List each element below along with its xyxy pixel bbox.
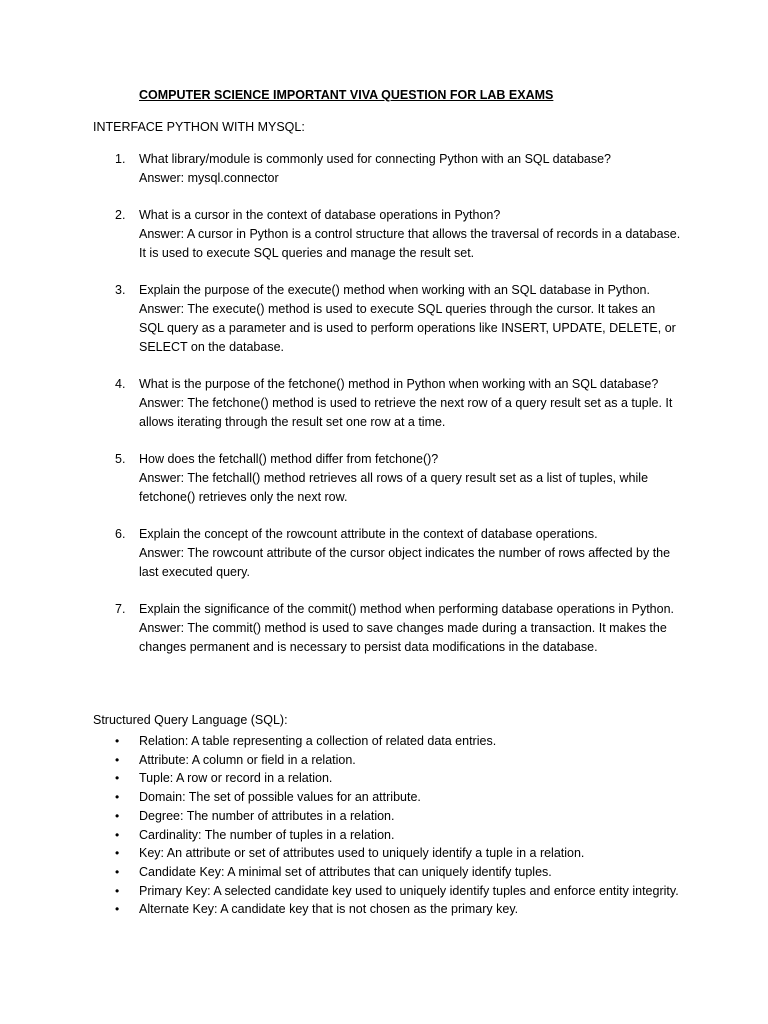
list-item <box>93 863 683 882</box>
answer-text: Answer: The rowcount attribute of the cursor object indicates the number of rows affected by the last executed query. <box>139 546 671 579</box>
question-item <box>93 600 683 657</box>
question-number: 5. <box>115 452 126 466</box>
answer-text: Answer: The fetchall() method retrieves all rows of a query result set as a list of tuples, while fetchone() retrieves only the next row. <box>139 471 649 504</box>
question-text: What is the purpose of the fetchone() method in Python when working with an SQL database? <box>139 377 659 391</box>
question-number: 4. <box>115 377 126 391</box>
question-number: 3. <box>115 283 126 297</box>
document-title: COMPUTER SCIENCE IMPORTANT VIVA QUESTION FOR LAB EXAMS <box>139 88 554 102</box>
list-item <box>93 844 683 863</box>
bullet-icon: • <box>115 808 120 823</box>
question-number: 6. <box>115 527 126 541</box>
bullet-icon: • <box>115 734 120 748</box>
question-item <box>93 150 683 188</box>
term-text: Attribute: A column or field in a relation. <box>139 752 356 767</box>
list-item <box>93 900 683 919</box>
question-item <box>93 450 683 507</box>
question-item <box>93 525 683 582</box>
list-item <box>93 807 683 826</box>
bullet-icon: • <box>115 771 120 786</box>
list-item <box>93 769 683 788</box>
term-text: Domain: The set of possible values for an attribute. <box>139 790 421 805</box>
term-text: Primary Key: A selected candidate key used to uniquely identify tuples and enforce entity integrity. <box>139 883 679 898</box>
question-number: 1. <box>115 152 126 166</box>
section-heading-sql: Structured Query Language (SQL): <box>93 713 288 727</box>
term-list <box>93 732 683 919</box>
answer-text: Answer: mysql.connector <box>139 171 279 185</box>
question-text: What library/module is commonly used for connecting Python with an SQL database? <box>139 152 612 166</box>
term-text: Relation: A table representing a collection of related data entries. <box>139 734 497 748</box>
bullet-icon: • <box>115 846 120 861</box>
bullet-icon: • <box>115 902 120 917</box>
term-text: Alternate Key: A candidate key that is not chosen as the primary key. <box>139 902 519 917</box>
question-text: Explain the purpose of the execute() method when working with an SQL database in Python. <box>139 283 650 297</box>
answer-text: Answer: The execute() method is used to execute SQL queries through the cursor. It takes an SQL query as a parameter and is used to perform operations like INSERT, UPDATE, DELETE, or SELECT on the database. <box>139 302 676 354</box>
bullet-icon: • <box>115 883 120 898</box>
question-list <box>93 150 683 675</box>
answer-text: Answer: The fetchone() method is used to retrieve the next row of a query result set as a tuple. It allows iterating through the result set one row at a time. <box>139 396 673 429</box>
question-text: Explain the concept of the rowcount attribute in the context of database operations. <box>139 527 598 541</box>
answer-text: Answer: The commit() method is used to save changes made during a transaction. It makes the changes permanent and is necessary to persist data modifications in the database. <box>139 621 667 654</box>
term-text: Cardinality: The number of tuples in a relation. <box>139 827 395 842</box>
question-number: 7. <box>115 602 126 616</box>
question-text: Explain the significance of the commit() method when performing database operations in Python. <box>139 602 675 616</box>
term-text: Degree: The number of attributes in a relation. <box>139 808 395 823</box>
list-item <box>93 751 683 770</box>
list-item <box>93 732 683 751</box>
question-text: How does the fetchall() method differ from fetchone()? <box>139 452 439 466</box>
question-item <box>93 375 683 432</box>
term-text: Key: An attribute or set of attributes used to uniquely identify a tuple in a relation. <box>139 846 585 861</box>
term-text: Tuple: A row or record in a relation. <box>139 771 333 786</box>
question-item <box>93 206 683 263</box>
answer-text: Answer: A cursor in Python is a control structure that allows the traversal of records in a database. It is used to execute SQL queries and manage the result set. <box>139 227 681 260</box>
list-item <box>93 826 683 845</box>
question-item <box>93 281 683 357</box>
list-item <box>93 882 683 901</box>
question-number: 2. <box>115 208 126 222</box>
term-text: Candidate Key: A minimal set of attributes that can uniquely identify tuples. <box>139 864 552 879</box>
list-item <box>93 788 683 807</box>
bullet-icon: • <box>115 752 120 767</box>
bullet-icon: • <box>115 827 120 842</box>
bullet-icon: • <box>115 790 120 805</box>
bullet-icon: • <box>115 864 120 879</box>
section-heading-python-mysql: INTERFACE PYTHON WITH MYSQL: <box>93 120 305 134</box>
question-text: What is a cursor in the context of database operations in Python? <box>139 208 501 222</box>
